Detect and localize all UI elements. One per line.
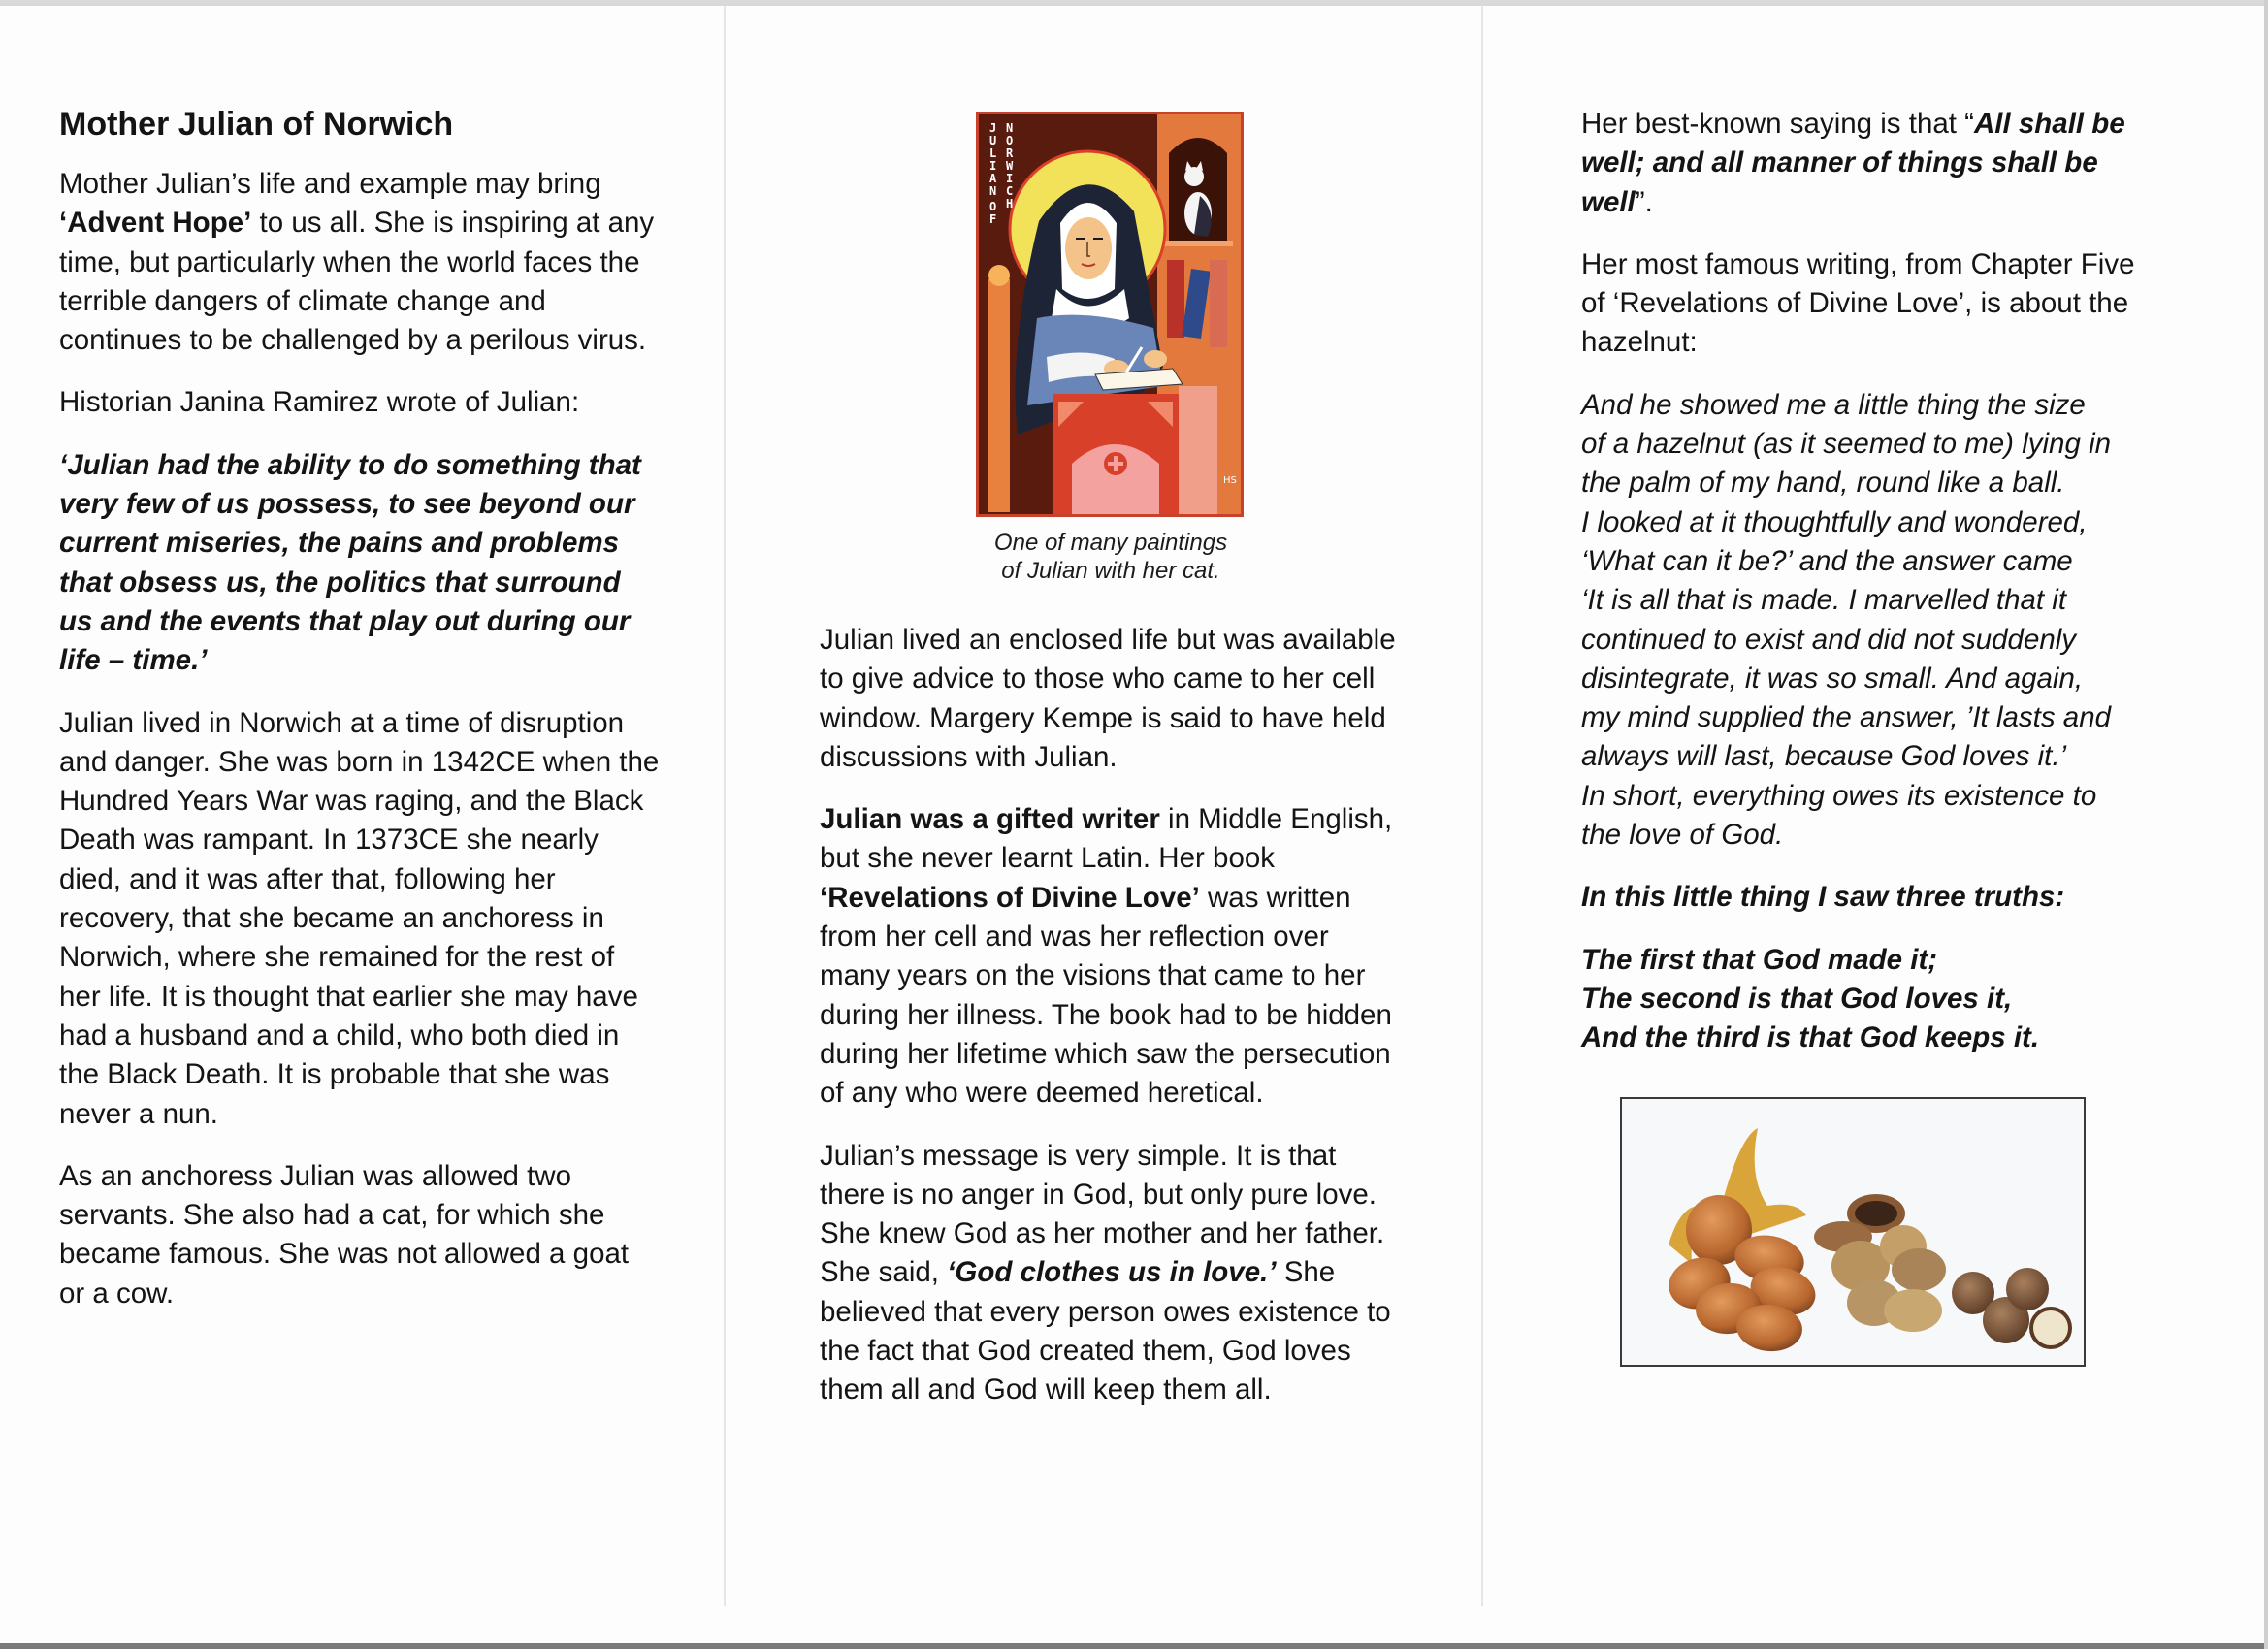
gifted-writer-paragraph [820,800,1402,1113]
advent-hope-emphasis: ‘Advent Hope’ [59,207,252,240]
historian-quote: ‘Julian had the ability to do something that very few of us possess, to see beyond our current miseries, the pains and problems that obsess us, the politics that surround us and the events that play out during our life – time.’ [59,448,641,677]
famous-writing-intro: Her most famous writing, from Chapter Five of ‘Revelations of Divine Love’, is about the hazelnut: [1581,247,2135,359]
julian-painting [976,112,1244,517]
scan-top-edge [0,0,2268,6]
painting-inscription-norwich: N O R W I C H [1006,121,1014,210]
historian-intro: Historian Janina Ramirez wrote of Julian: [59,386,580,419]
passage-line: continued to exist and did not suddenly [1581,623,2077,656]
intro-text-continued: to us all. She is inspiring at any time, but particularly when the world faces the terrible dangers of climate change and continues to be challenged by a perilous virus. [59,207,655,357]
middle-panel [820,621,1402,1434]
truth-item: And the third is that God keeps it. [1581,1021,2040,1054]
message-paragraph [820,1137,1402,1410]
passage-line: ‘It is all that is made. I marvelled that it [1581,584,2067,617]
biography-paragraph: Julian lived in Norwich at a time of disruption and danger. She was born in 1342CE when the Hundred Years War was raging, and the Black Death was rampant. In 1373CE she nearly died, and it was after that, following her recovery, that she became an anchoress in Norwich, where she remained for the rest of her life. It is thought that earlier she may have had a husband and a child, who both died in the Black Death. It is probable that she was never a nun. [59,706,660,1130]
passage-line: ‘What can it be?’ and the answer came [1581,544,2073,577]
message-text-continued: She believed that every person owes existence to the fact that God created them, God loves them all and God will keep them all. [820,1256,1391,1406]
painting-caption [931,529,1290,585]
saying-intro: Her best-known saying is that “ [1581,108,1974,140]
passage-line: disintegrate, it was so small. And again, [1581,662,2084,695]
passage-line: I looked at it thoughtfully and wondered, [1581,505,2088,538]
artist-signature: HS [1223,475,1237,486]
right-panel [1581,105,2154,1082]
writer-text-continued: was written from her cell and was her reflection over many years on the visions that came to her during her illness. The book had to be hidden during her lifetime which saw the persecution of any who were deemed heretical. [820,881,1392,1110]
intro-text: Mother Julian’s life and example may bring [59,168,601,200]
truth-item: The first that God made it; [1581,943,1938,976]
best-known-saying [1581,105,2154,222]
passage-line: In short, everything owes its existence to [1581,779,2097,812]
book-title-emphasis: ‘Revelations of Divine Love’ [820,881,1200,914]
hazelnuts-illustration [1622,1099,2084,1365]
passage-line: always will last, because God loves it.’ [1581,740,2067,773]
saying-end: ”. [1635,185,1653,218]
three-truths-list [1581,941,2154,1058]
passage-line: the love of God. [1581,819,1784,852]
gifted-writer-emphasis: Julian was a gifted writer [820,803,1160,836]
hazelnut-passage [1581,386,2154,856]
intro-paragraph [59,165,661,360]
fold-line-left [724,6,726,1606]
passage-line: And he showed me a little thing the size [1581,388,2086,421]
painting-inscription-julian: J U L I A N O F [989,121,997,226]
message-text: Julian’s message is very simple. It is that there is no anger in God, but only pure love. She knew God as her mother and her father. She said, [820,1139,1385,1289]
writer-text: in Middle English, but she never learnt Latin. Her book [820,803,1393,875]
truth-item: The second is that God loves it, [1581,982,2013,1015]
page-title: Mother Julian of Norwich [59,106,454,143]
hazelnut-photo [1620,1097,2086,1367]
enclosed-life-paragraph: Julian lived an enclosed life but was available to give advice to those who came to her cell window. Margery Kempe is said to have held discussions with Julian. [820,624,1396,773]
all-shall-be-well-quote: All shall be well; and all manner of things shall be well [1581,108,2125,218]
scan-bottom-edge [0,1643,2268,1649]
passage-line: the palm of my hand, round like a ball. [1581,467,2065,500]
passage-line: my mind supplied the answer, ’It lasts and [1581,701,2112,734]
left-panel [59,105,661,1337]
caption-line-2: of Julian with her cat. [1001,558,1220,584]
julian-icon-painting-illustration [979,114,1241,514]
god-clothes-us-quote: ‘God clothes us in love.’ [947,1256,1277,1289]
fold-line-right [1481,6,1483,1606]
anchoress-paragraph: As an anchoress Julian was allowed two servants. She also had a cat, for which she became famous. She was not allowed a goat or a cow. [59,1159,630,1310]
passage-line: of a hazelnut (as it seemed to me) lying in [1581,428,2112,461]
scan-right-edge [2264,0,2268,1649]
three-truths-heading: In this little thing I saw three truths: [1581,881,2065,914]
caption-line-1: One of many paintings [993,530,1228,556]
